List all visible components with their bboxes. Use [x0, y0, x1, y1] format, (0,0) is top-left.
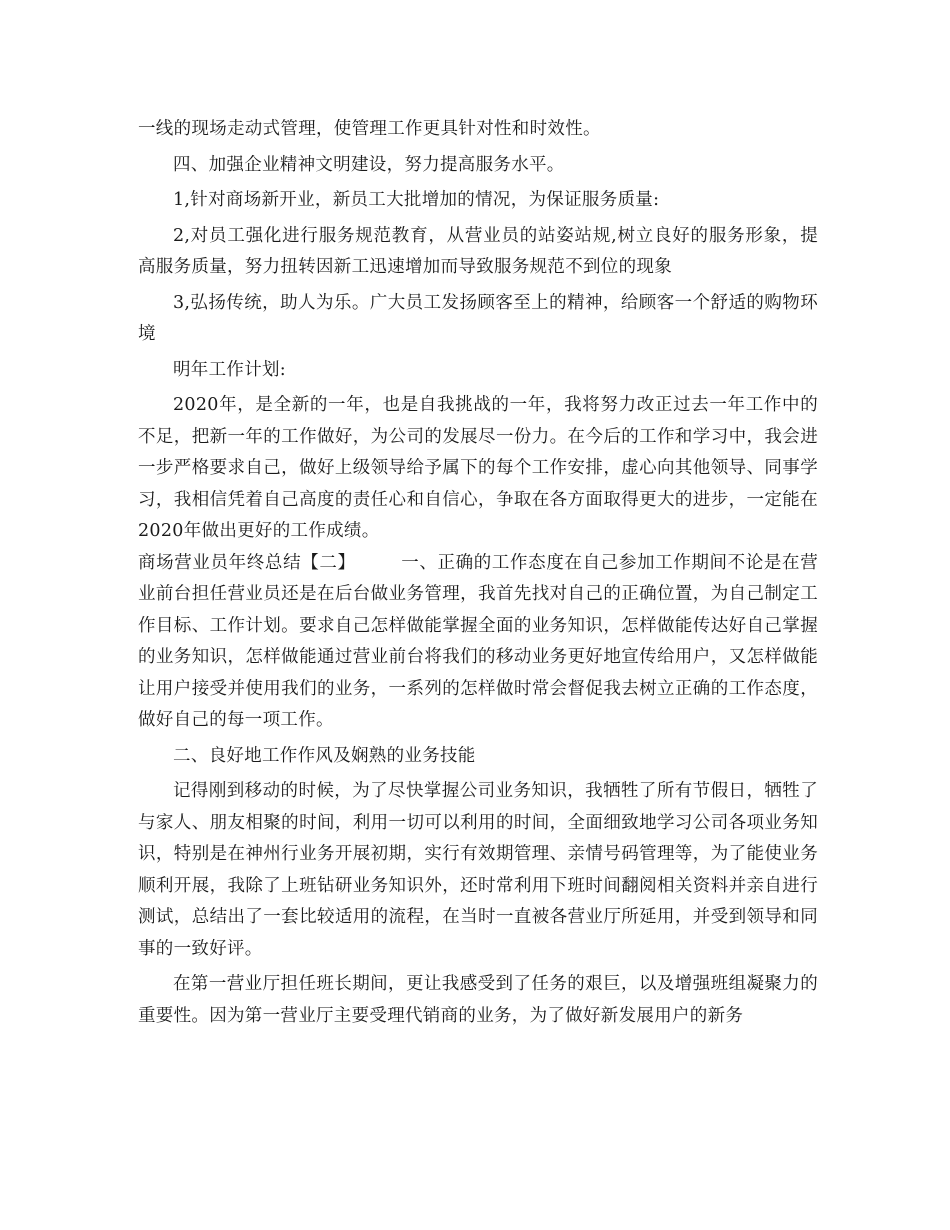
document-body — [138, 114, 818, 1032]
paragraph-2-section-heading: 四、加强企业精神文明建设，努力提高服务水平。 — [173, 154, 565, 175]
paragraph-1: 一线的现场走动式管理，使管理工作更具针对性和时效性。 — [138, 119, 601, 139]
paragraph-9-section-heading: 二、良好地工作作风及娴熟的业务技能 — [173, 745, 476, 766]
paragraph-4-list-item: 2,对员工强化进行服务规范教育，从营业员的站姿站规,树立良好的服务形象，提高服务质量，努力扭转因新工迅速增加而导致服务规范不到位的现象 — [138, 225, 818, 277]
paragraph-6-plan-heading: 明年工作计划: — [173, 359, 286, 380]
paragraph-8-summary-title: 商场营业员年终总结【二】 一、正确的工作态度在自己参加工作期间不论是在营业前台担任营业员还是在后台做业务管理，我首先找对自己的正确位置，为自己制定工作目标、工作计划。要求自己怎样做能掌握全面的业务知识，怎样做能传达好自己掌握的业务知识，怎样做能通过营业前台将我们的移动业务更好地宣传给用户，又怎样做能让用户接受并使用我们的业务，一系列的怎样做时常会督促我去树立正确的工作态度，做好自己的每一项工作。 — [138, 552, 818, 730]
paragraph-11: 在第一营业厅担任班长期间，更让我感受到了任务的艰巨，以及增强班组凝聚力的重要性。因为第一营业厅主要受理代销商的业务，为了做好新发展用户的新务 — [138, 974, 818, 1026]
paragraph-10: 记得刚到移动的时候，为了尽快掌握公司业务知识，我牺牲了所有节假日，牺牲了与家人、朋友相聚的时间，利用一切可以利用的时间，全面细致地学习公司各项业务知识，特别是在神州行业务开展初期，实行有效期管理、亲情号码管理等，为了能使业务顺利开展，我除了上班钻研业务知识外，还时常利用下班时间翻阅相关资料并亲自进行测试，总结出了一套比较适用的流程，在当时一直被各营业厅所延用，并受到领导和同事的一致好评。 — [138, 781, 818, 959]
paragraph-5-list-item: 3,弘扬传统，助人为乐。广大员工发扬顾客至上的精神，给顾客一个舒适的购物环境 — [138, 292, 818, 344]
paragraph-7: 2020年，是全新的一年，也是自我挑战的一年，我将努力改正过去一年工作中的不足，把新一年的工作做好，为公司的发展尽一份力。在今后的工作和学习中，我会进一步严格要求自己，做好上级领导给予属下的每个工作安排，虚心向其他领导、同事学习，我相信凭着自己高度的责任心和自信心，争取在各方面取得更大的进步，一定能在2020年做出更好的工作成绩。 — [138, 395, 818, 541]
paragraph-3-list-item: 1,针对商场新开业，新员工大批增加的情况，为保证服务质量: — [173, 190, 660, 210]
